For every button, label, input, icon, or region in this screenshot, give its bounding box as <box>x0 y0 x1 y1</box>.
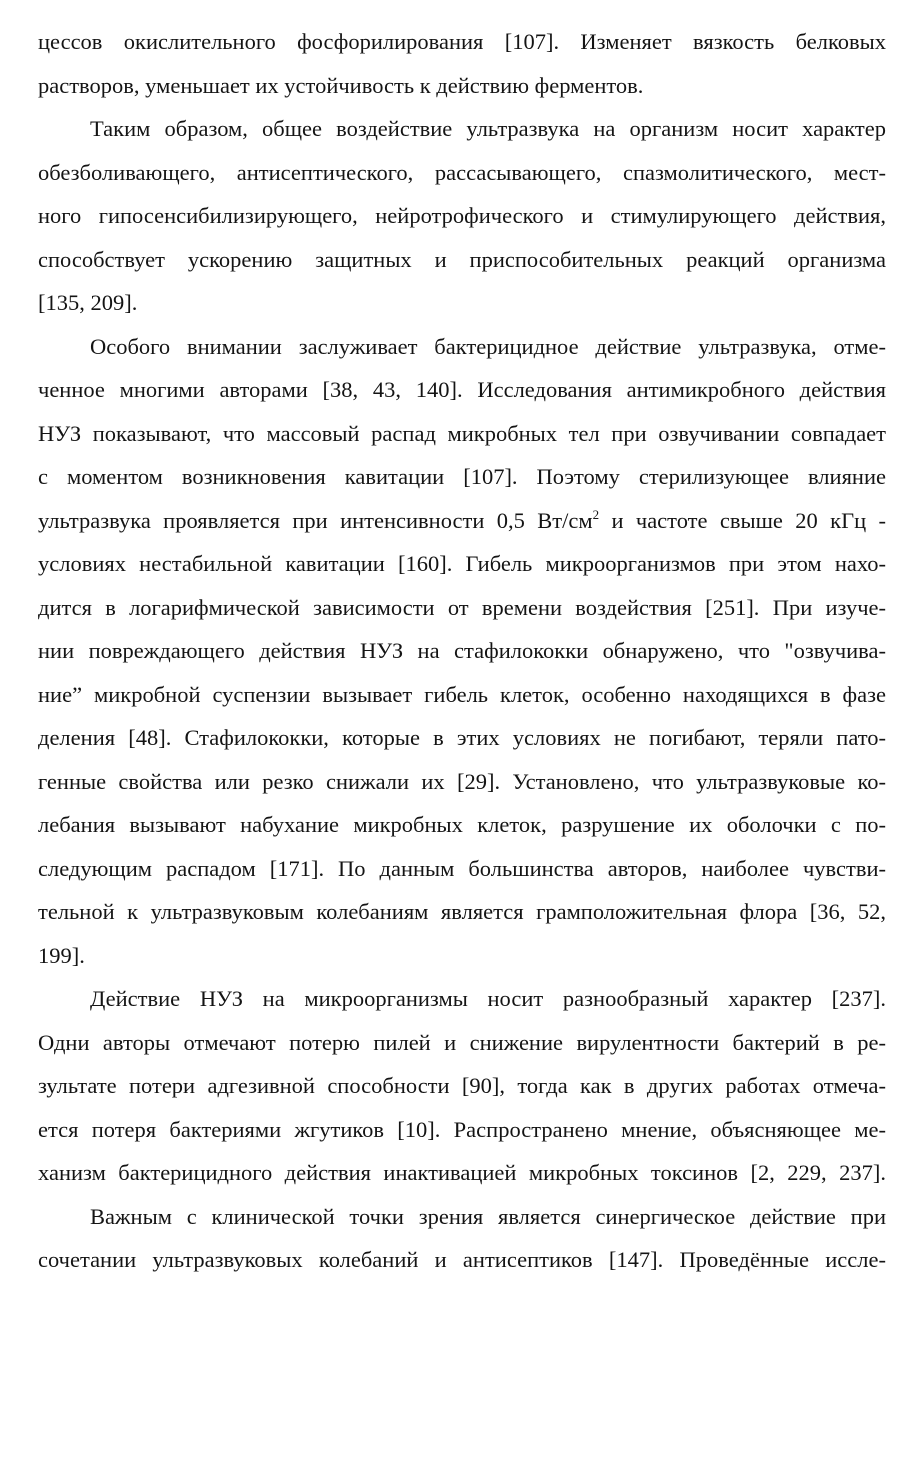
text-line: условиях нестабильной кавитации [160]. Гибель микроорганизмов при этом нахо- <box>38 551 886 576</box>
text-line: 199]. <box>38 942 85 968</box>
text-line: тельной к ультразвуковым колебаниям является грамположительная флора [36, 52, <box>38 899 886 924</box>
text-line: ние” микробной суспензии вызывает гибель клеток, особенно находящихся в фазе <box>38 681 886 707</box>
text-line-with-superscript <box>38 499 886 543</box>
text-line: [135, 209]. <box>38 290 138 315</box>
superscript: 2 <box>592 506 600 522</box>
text-segment: ультразвука проявляется при интенсивности 0,5 Вт/см <box>38 507 593 533</box>
text-line: генные свойства или резко снижали их [29]. Установлено, что ультразвуковые ко- <box>38 768 886 794</box>
text-line: цессов окислительного фосфорилирования [107]. Изменяет вязкость белковых <box>38 29 886 54</box>
text-line: нии повреждающего действия НУЗ на стафилококки обнаружено, что "озвучива- <box>38 638 886 663</box>
text-line: дится в логарифмической зависимости от времени воздействия [251]. При изуче- <box>38 594 886 620</box>
paragraph-first-line: Таким образом, общее воздействие ультразвука на организм носит характер <box>90 116 886 141</box>
paragraph-first-line: Действие НУЗ на микроорганизмы носит разнообразный характер [237]. <box>90 986 886 1011</box>
text-line: ется потеря бактериями жгутиков [10]. Распространено мнение, объясняющее ме- <box>38 1116 886 1142</box>
paragraph-first-line: Важным с клинической точки зрения является синергическое действие при <box>90 1203 886 1229</box>
text-line: растворов, уменьшает их устойчивость к действию ферментов. <box>38 72 644 98</box>
text-line: с моментом возникновения кавитации [107]. Поэтому стерилизующее влияние <box>38 464 886 489</box>
text-line: сочетании ультразвуковых колебаний и антисептиков [147]. Проведённые иссле- <box>38 1247 886 1272</box>
text-line: НУЗ показывают, что массовый распад микробных тел при озвучивании совпадает <box>38 420 886 446</box>
text-line: способствует ускорению защитных и приспособительных реакций организма <box>38 246 886 272</box>
text-line: ного гипосенсибилизирующего, нейротрофического и стимулирующего действия, <box>38 203 886 228</box>
text-line: ченное многими авторами [38, 43, 140]. Исследования антимикробного действия <box>38 377 886 402</box>
text-line: Одни авторы отмечают потерю пилей и снижение вирулентности бактерий в ре- <box>38 1029 886 1055</box>
text-line: зультате потери адгезивной способности [90], тогда как в других работах отмеча- <box>38 1073 886 1098</box>
text-line: лебания вызывают набухание микробных клеток, разрушение их оболочки с по- <box>38 812 886 837</box>
paragraph-first-line: Особого внимании заслуживает бактерицидное действие ультразвука, отме- <box>90 333 886 359</box>
text-line: обезболивающего, антисептического, рассасывающего, спазмолитического, мест- <box>38 159 886 185</box>
text-line: следующим распадом [171]. По данным большинства авторов, наиболее чувстви- <box>38 855 886 881</box>
text-segment: и частоте свыше 20 кГц - <box>599 507 886 533</box>
text-line: деления [48]. Стафилококки, которые в этих условиях не погибают, теряли пато- <box>38 725 886 750</box>
text-body <box>38 20 886 1282</box>
text-line: ханизм бактерицидного действия инактивацией микробных токсинов [2, 229, 237]. <box>38 1160 886 1185</box>
